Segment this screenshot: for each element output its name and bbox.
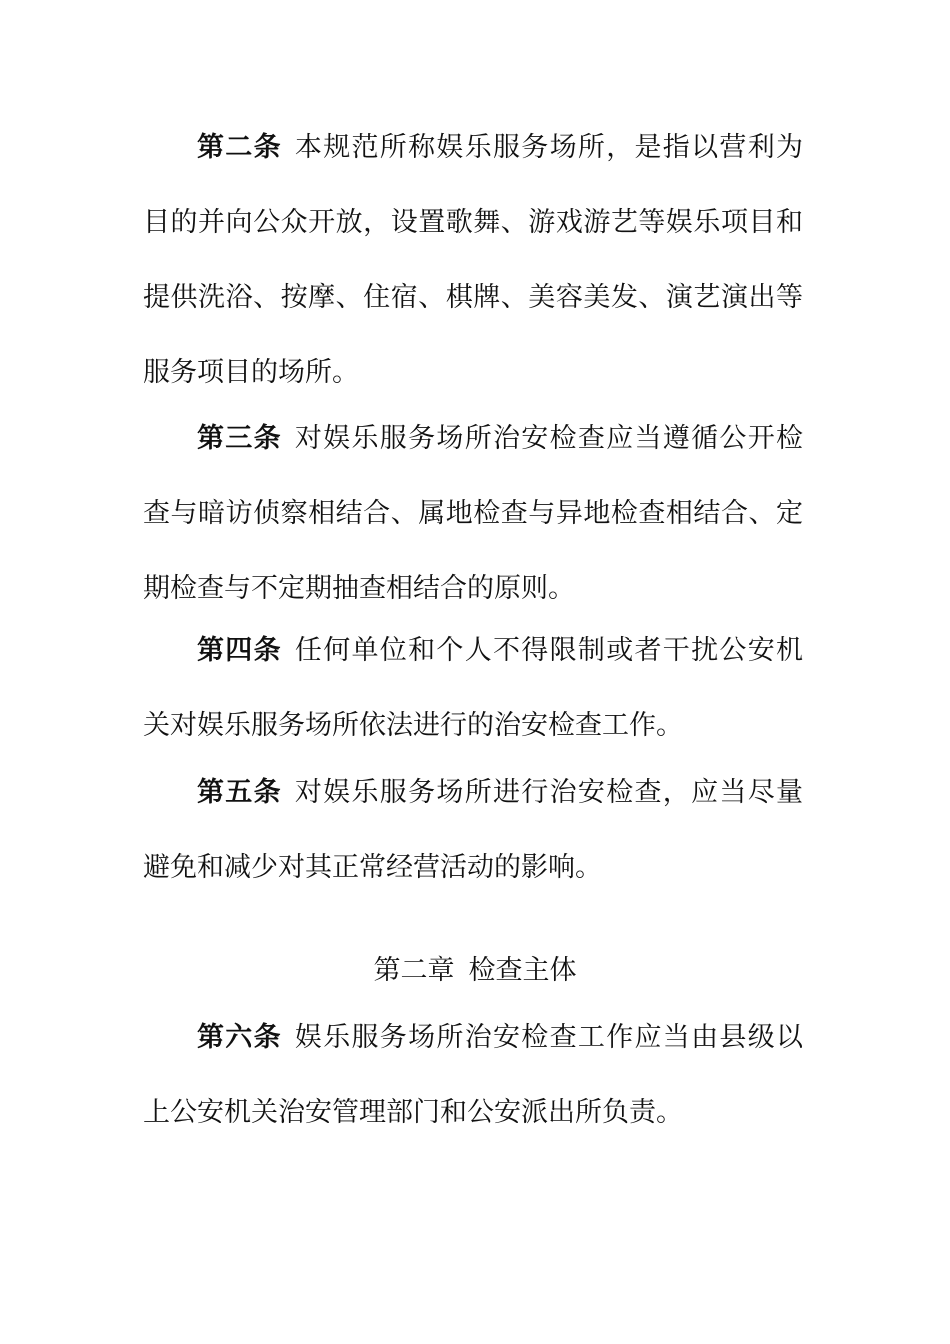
- article-text: 对娱乐服务场所进行治安检查，应当尽量避免和减少对其正常经营活动的影响。: [143, 777, 804, 883]
- article-4: [143, 613, 803, 763]
- article-number: 第四条: [197, 635, 282, 666]
- article-text: 娱乐服务场所治安检查工作应当由县级以上公安机关治安管理部门和公安派出所负责。: [143, 1022, 804, 1128]
- chapter-heading: [0, 951, 950, 991]
- article-2: [143, 110, 803, 410]
- article-number: 第五条: [197, 777, 282, 808]
- article-text: 任何单位和个人不得限制或者干扰公安机关对娱乐服务场所依法进行的治安检查工作。: [143, 635, 804, 741]
- article-5: [143, 755, 803, 905]
- article-3: [143, 401, 803, 626]
- article-text: 本规范所称娱乐服务场所，是指以营利为目的并向公众开放，设置歌舞、游戏游艺等娱乐项目和提供洗浴、按摩、住宿、棋牌、美容美发、演艺演出等服务项目的场所。: [143, 132, 804, 388]
- article-text: 对娱乐服务场所治安检查应当遵循公开检查与暗访侦察相结合、属地检查与异地检查相结合、定期检查与不定期抽查相结合的原则。: [143, 423, 804, 604]
- chapter-number: 第二章: [373, 955, 455, 986]
- article-number: 第三条: [197, 423, 282, 454]
- article-6: [143, 1000, 803, 1150]
- chapter-title: 检查主体: [468, 955, 577, 986]
- article-number: 第六条: [197, 1022, 282, 1053]
- article-number: 第二条: [197, 132, 282, 163]
